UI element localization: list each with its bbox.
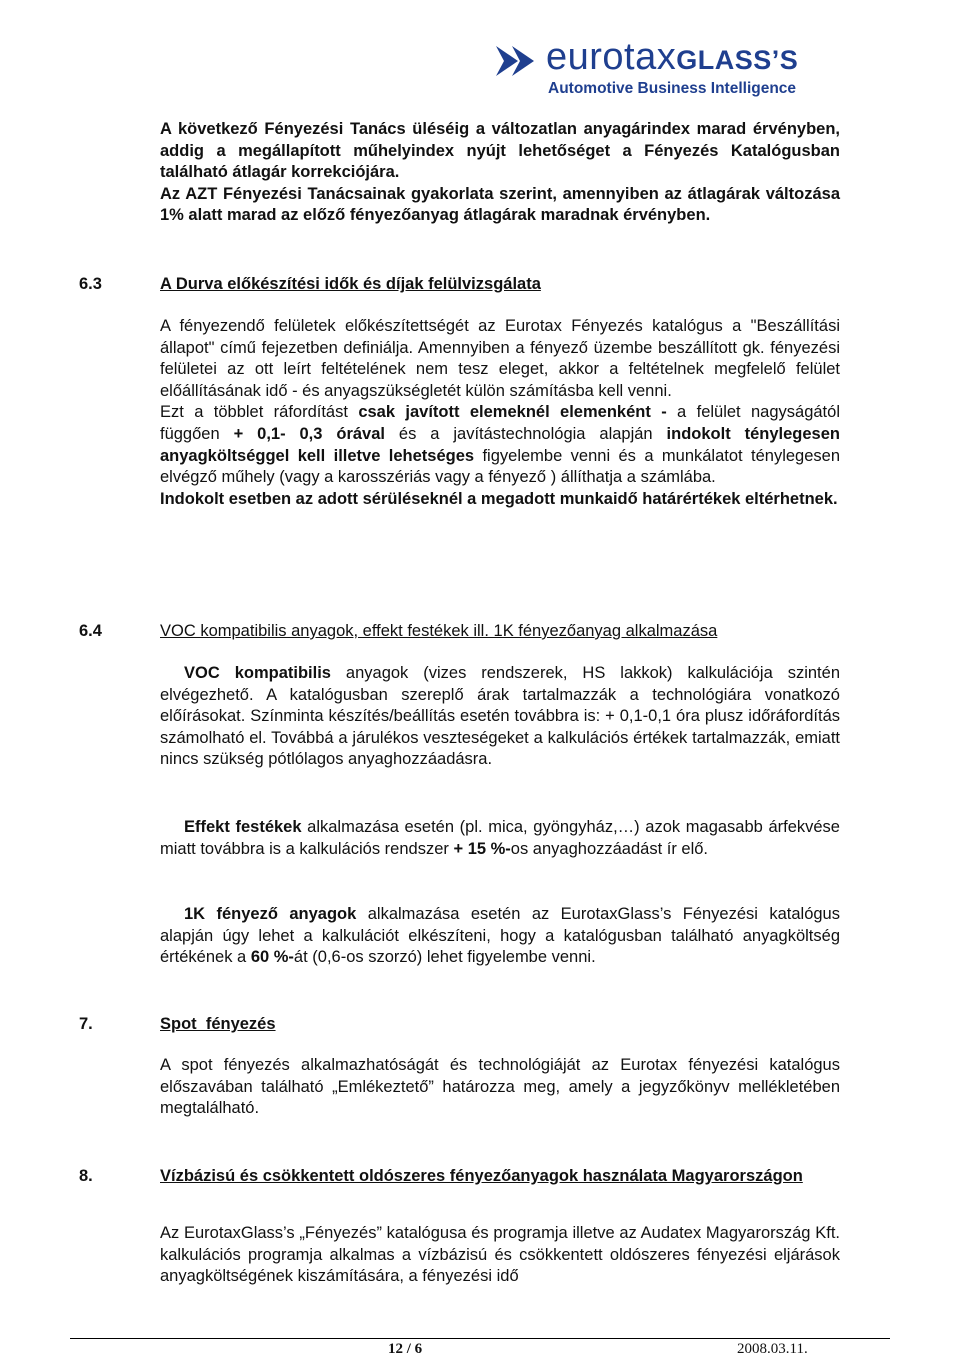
page-number: 12 / 6: [388, 1341, 423, 1357]
section-number: 7.: [79, 1015, 93, 1033]
eurotax-arrow-icon: [496, 42, 542, 80]
one-k-paragraph: 1K fényező anyagok alkalmazása esetén az EurotaxGlass’s Fényezési katalógus alapján úgy lehet a kalkulációt elkészíteni, hogy a katalógusban található anyagköltség értékének a 60 %-át (0,6-os szorzó) lehet figyelembe venni.: [160, 905, 840, 967]
effekt-paragraph: Effekt festékek alkalmazása esetén (pl. mica, gyöngyház,…) azok magasabb árfekvése miatt továbbra is a kalkulációs rendszer + 15 %-os anyaghozzáadást ír elő.: [160, 818, 840, 858]
section-title: Vízbázisú és csökkentett oldószeres fényezőanyagok használata Magyarországon: [160, 1167, 803, 1185]
intro-paragraph-1: A következő Fényezési Tanács üléséig a változatlan anyagárindex marad érvényben, addig a megállapított műhelyindex nyújt lehetőséget a Fényezés Katalógusban található átlagár korrekciójára.: [160, 120, 840, 182]
logo-wordmark: eurotaxGLASS’S: [546, 36, 799, 78]
section-6-4-body: [160, 663, 840, 771]
document-date: 2008.03.11.: [737, 1341, 808, 1357]
one-k-paragraph-block: [160, 904, 840, 969]
section-title: Spot fényezés: [160, 1015, 276, 1033]
effekt-paragraph-block: [160, 817, 840, 860]
footer-divider: [70, 1338, 890, 1339]
section-number: 6.4: [79, 622, 102, 640]
section-number: 6.3: [79, 275, 102, 293]
section-title: VOC kompatibilis anyagok, effekt festékek ill. 1K fényezőanyag alkalmazása: [160, 622, 718, 640]
company-logo: [496, 36, 846, 102]
section-6-3-paragraph-2: Ezt a többlet ráfordítást csak javított elemeknél elemenként - a felület nagyságától függően + 0,1- 0,3 órával és a javítástechnológia alapján indokolt ténylegesen anyagköltséggel kell illetve lehetséges figyelembe venni és a munkálatot ténylegesen elvégző műhely (vagy a karosszériás vagy a fényező ) állíthatja a számlába.: [160, 403, 840, 487]
voc-paragraph: VOC kompatibilis anyagok (vizes rendszerek, HS lakkok) kalkulációja szintén elvégezhető. A katalógusban szereplő árak tartalmazzák a technológiára vonatkozó előírásokat. Színminta készítés/beállítás esetén továbbra is: + 0,1-0,1 óra plusz időráfordítás számolható el. Továbbá a járulékos veszteségeket a kalkulációs értékek tartalmazzák, emiatt nincs szükség pótlólagos anyaghozzáadásra.: [160, 664, 840, 769]
section-8-body: [160, 1223, 840, 1288]
intro-paragraph-2: Az AZT Fényezési Tanácsainak gyakorlata szerint, amennyiben az átlagárak változása 1% alatt marad az előző fényezőanyag átlagárak maradnak érvényben.: [160, 184, 840, 225]
section-6-3-body: [160, 316, 840, 510]
section-8-paragraph: Az EurotaxGlass’s „Fényezés” katalógusa és programja illetve az Audatex Magyarország Kft. kalkulációs programja alkalmas a vízbázisú és csökkentett oldószeres fényezési eljárások anyagköltségének kiszámítására, a fényezési idő: [160, 1224, 840, 1286]
section-title: A Durva előkészítési idők és díjak felülvizsgálata: [160, 275, 541, 293]
section-7-paragraph: A spot fényezés alkalmazhatóságát és technológiáját az Eurotax fényezési katalógus előszavában található „Emlékeztető” határozza meg, amely a jegyzőkönyv mellékletében megtalálható.: [160, 1056, 840, 1118]
section-7-body: [160, 1055, 840, 1120]
logo-tagline: Automotive Business Intelligence: [548, 80, 797, 97]
intro-text: [160, 119, 840, 227]
section-number: 8.: [79, 1167, 93, 1185]
section-6-3-paragraph-3: Indokolt esetben az adott sérüléseknél a megadott munkaidő határértékek eltérhetnek.: [160, 489, 838, 508]
section-6-3-paragraph-1: A fényezendő felületek előkészítettségét az Eurotax Fényezés katalógus a "Beszállítási állapot" című fejezetben definiálja. Amennyiben a fényező üzembe beszállított gk. fényezési felületei az ott leírt feltételének nem tesz eleget, akkor a feltételnek megfelelő felület előállításának idő - és anyagszükségletét külön számításba kell venni.: [160, 317, 840, 400]
